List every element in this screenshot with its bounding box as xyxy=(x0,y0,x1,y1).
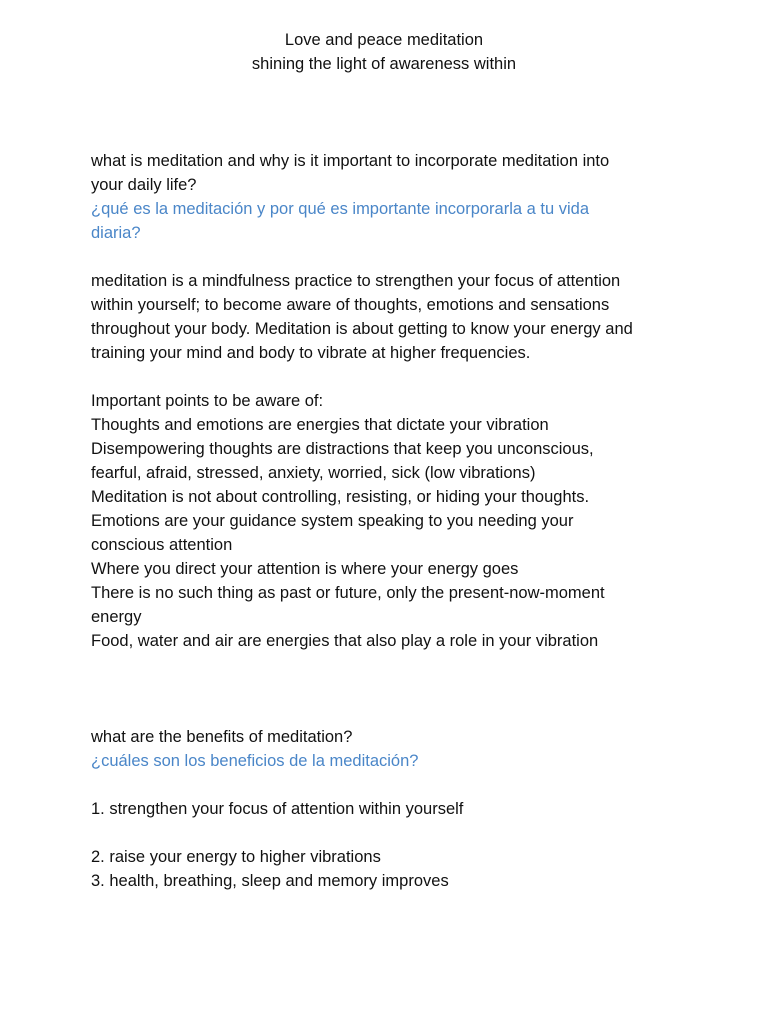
definition-line: training your mind and body to vibrate at higher frequencies. xyxy=(91,344,531,362)
benefit-item: 2. raise your energy to higher vibrations xyxy=(91,848,381,866)
definition-line: throughout your body. Meditation is about getting to know your energy and xyxy=(91,320,633,338)
benefit-item: 3. health, breathing, sleep and memory improves xyxy=(91,872,449,890)
spacer xyxy=(91,773,691,797)
spacer xyxy=(91,653,691,725)
point-line: conscious attention xyxy=(91,536,233,554)
section-what-is-meditation xyxy=(91,149,691,653)
spacer xyxy=(91,821,691,845)
points-heading: Important points to be aware of: xyxy=(91,392,324,410)
definition-line: within yourself; to become aware of thoughts, emotions and sensations xyxy=(91,296,610,314)
document-title: Love and peace meditation xyxy=(284,31,484,49)
question-english-line: your daily life? xyxy=(91,176,197,194)
section-benefits xyxy=(91,725,691,893)
spacer xyxy=(91,365,691,389)
point-line: There is no such thing as past or future, only the present-now-moment xyxy=(91,584,605,602)
point-line: Emotions are your guidance system speaking to you needing your xyxy=(91,512,574,530)
spacer xyxy=(91,245,691,269)
benefit-item: 1. strengthen your focus of attention within yourself xyxy=(91,800,464,818)
benefits-question-spanish: ¿cuáles son los beneficios de la meditación? xyxy=(91,752,419,770)
point-line: Food, water and air are energies that also play a role in your vibration xyxy=(91,632,599,650)
point-line: Where you direct your attention is where your energy goes xyxy=(91,560,519,578)
point-line: energy xyxy=(91,608,142,626)
question-spanish-line: diaria? xyxy=(91,224,141,242)
question-english-line: what is meditation and why is it important to incorporate meditation into xyxy=(91,152,610,170)
question-spanish-line: ¿qué es la meditación y por qué es importante incorporarla a tu vida xyxy=(91,200,590,218)
document-body xyxy=(91,149,691,893)
title-block xyxy=(0,28,768,76)
point-line: Meditation is not about controlling, resisting, or hiding your thoughts. xyxy=(91,488,590,506)
point-line: Thoughts and emotions are energies that dictate your vibration xyxy=(91,416,549,434)
benefits-question-english: what are the benefits of meditation? xyxy=(91,728,353,746)
document-subtitle: shining the light of awareness within xyxy=(251,55,517,73)
point-line: fearful, afraid, stressed, anxiety, worried, sick (low vibrations) xyxy=(91,464,536,482)
point-line: Disempowering thoughts are distractions that keep you unconscious, xyxy=(91,440,594,458)
definition-line: meditation is a mindfulness practice to strengthen your focus of attention xyxy=(91,272,621,290)
